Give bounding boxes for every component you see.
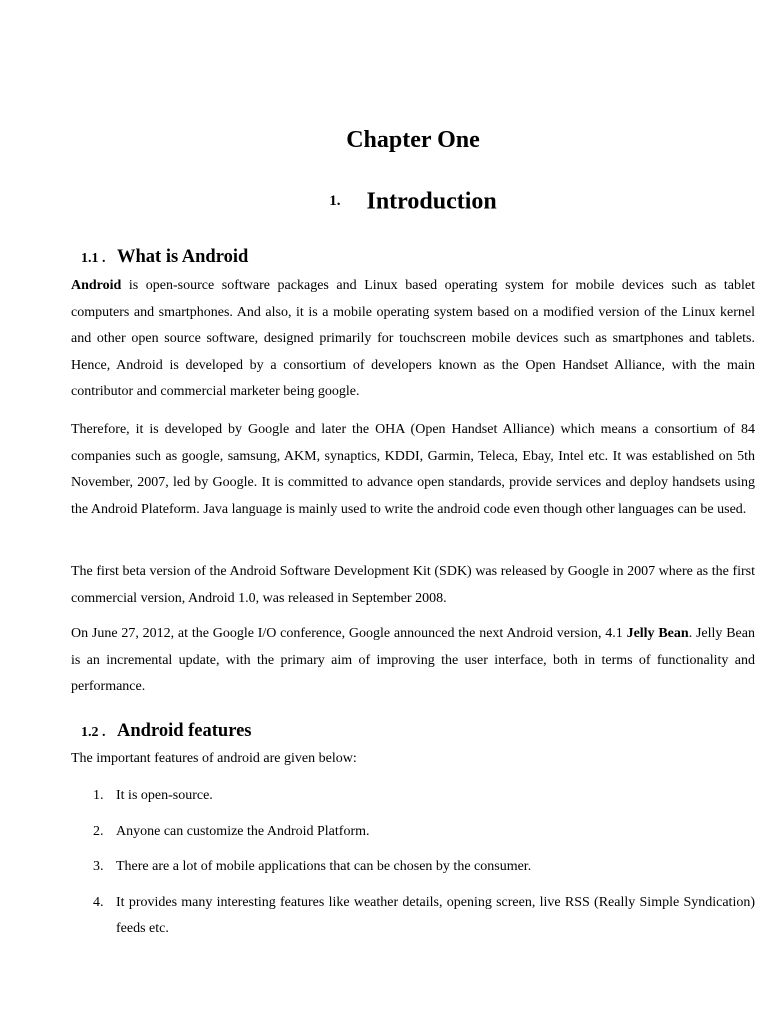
paragraph-android-definition: [71, 273, 755, 406]
paragraph-features-intro: The important features of android are given below:: [71, 751, 357, 766]
list-item-number: 1.: [93, 788, 104, 803]
list-item-text: It is open-source.: [116, 788, 213, 803]
list-item-number: 4.: [93, 894, 104, 910]
list-item-number: 3.: [93, 859, 104, 875]
paragraph-text: is open-source software packages and Linux based operating system for mobile devices such as tablet computers and smartphones. And also, it is a mobile operating system based on a modified version of the Linux kernel and other open source software, designed primarily for touchscreen mobile devices such as smartphones and tablets. Hence, Android is developed by a consortium of developers known as the Open Handset Alliance, with the main contributor and commercial marketer being google.: [71, 278, 755, 400]
section-number: 1.1 .: [81, 251, 106, 266]
section-number: 1.2 .: [81, 725, 106, 740]
chapter-title: Chapter One: [346, 127, 480, 153]
list-item-number: 2.: [93, 823, 104, 839]
paragraph-oha: Therefore, it is developed by Google and later the OHA (Open Handset Alliance) which means a consortium of 84 companies such as google, samsung, AKM, synaptics, KDDI, Garmin, Teleca, Ebay, Intel etc. It was established on 5th November, 2007, led by Google. It is committed to advance open standards, provide services and deploy handsets using the Android Plateform. Java language is mainly used to write the android code even though other languages can be used.: [71, 422, 755, 517]
introduction-number: 1.: [329, 193, 341, 210]
list-item: [71, 783, 755, 810]
section-heading-what-is-android: [81, 245, 248, 271]
list-item: [71, 819, 755, 846]
paragraph-text: . Jelly Bean is an incremental update, with the primary aim of improving the user interface, both in terms of functionality and performance.: [71, 626, 755, 695]
features-list: [71, 783, 755, 943]
paragraph-jelly-bean: [71, 621, 755, 701]
list-item-text: Anyone can customize the Android Platform.: [116, 823, 370, 839]
section-title: What is Android: [117, 247, 249, 267]
list-item: [71, 854, 755, 881]
list-item-text: It provides many interesting features like weather details, opening screen, live RSS (Really Simple Syndication) feeds etc.: [116, 894, 755, 937]
list-item: [71, 890, 755, 943]
section-title: Android features: [117, 721, 252, 741]
introduction-title: Introduction: [366, 188, 497, 215]
list-item-text: There are a lot of mobile applications that can be chosen by the consumer.: [116, 859, 532, 875]
paragraph-text: On June 27, 2012, at the Google I/O conference, Google announced the next Android version, 4.1: [71, 626, 627, 641]
section-heading-android-features: [81, 719, 251, 745]
bold-term-android: Android: [71, 278, 122, 293]
paragraph-sdk: The first beta version of the Android Software Development Kit (SDK) was released by Google in 2007 where as the first commercial version, Android 1.0, was released in September 2008.: [71, 564, 755, 606]
bold-term-jelly-bean: Jelly Bean: [626, 626, 689, 641]
introduction-heading: [71, 185, 755, 216]
